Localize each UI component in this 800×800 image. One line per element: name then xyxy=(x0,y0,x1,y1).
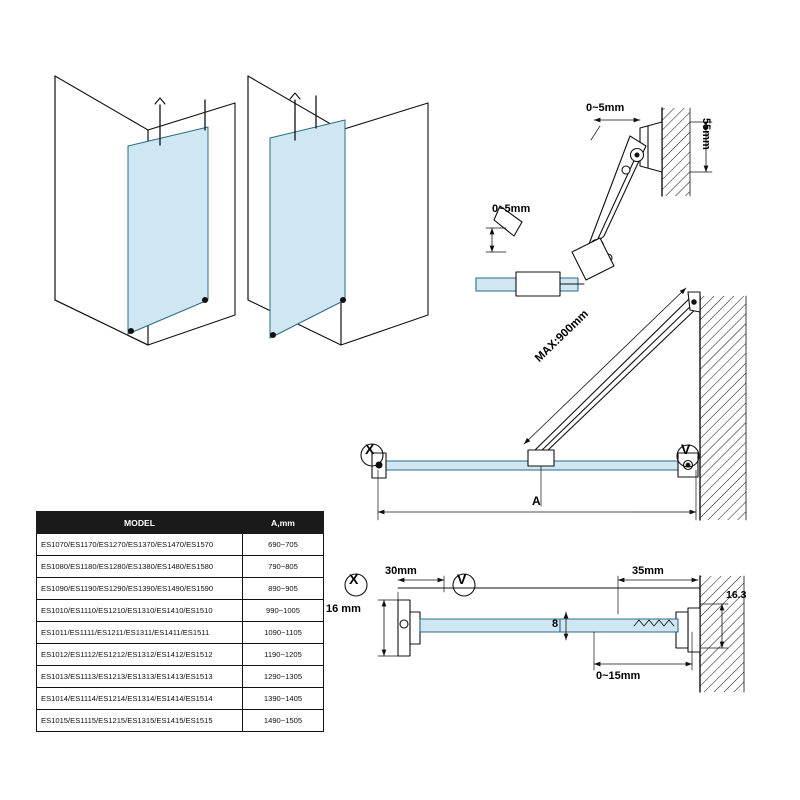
cell-a: 1090~1105 xyxy=(243,622,324,644)
label-detail-v-height: 16.3 xyxy=(726,589,747,601)
cell-model: ES1012/ES1112/ES1212/ES1312/ES1412/ES1512 xyxy=(37,644,243,666)
cell-a: 690~705 xyxy=(243,534,324,556)
bracket-detail xyxy=(476,108,712,296)
table-header-a: A,mm xyxy=(243,512,324,534)
main-elevation-view xyxy=(361,288,746,520)
cell-model: ES1011/ES1111/ES1211/ES1311/ES1411/ES1511 xyxy=(37,622,243,644)
cell-a: 1490~1505 xyxy=(243,710,324,732)
label-marker-x-detail: X xyxy=(349,571,359,587)
cell-a: 890~905 xyxy=(243,578,324,600)
iso-cubicle-left xyxy=(55,58,235,345)
cell-model: ES1080/ES1180/ES1280/ES1380/ES1480/ES1580 xyxy=(37,556,243,578)
label-dim-a: A xyxy=(532,494,541,508)
cell-a: 990~1005 xyxy=(243,600,324,622)
label-marker-v-detail: V xyxy=(457,571,467,587)
cell-a: 790~805 xyxy=(243,556,324,578)
table-row xyxy=(37,622,324,644)
cell-model: ES1013/ES1113/ES1213/ES1313/ES1413/ES1513 xyxy=(37,666,243,688)
table-row xyxy=(37,578,324,600)
cell-a: 1190~1205 xyxy=(243,644,324,666)
label-bracket-gap-left: 0~5mm xyxy=(492,203,531,215)
label-bracket-gap-top: 0~5mm xyxy=(586,102,625,114)
table-row xyxy=(37,556,324,578)
cell-model: ES1070/ES1170/ES1270/ES1370/ES1470/ES1570 xyxy=(37,534,243,556)
model-dimension-table xyxy=(36,511,324,732)
detail-x-section xyxy=(345,574,560,656)
table-header-model: MODEL xyxy=(37,512,243,534)
table-body xyxy=(37,534,324,732)
label-detail-v-width: 35mm xyxy=(632,565,664,577)
label-bar-max: MAX:900mm xyxy=(533,308,591,365)
table-row xyxy=(37,534,324,556)
table-row xyxy=(37,666,324,688)
cell-model: ES1010/ES1110/ES1210/ES1310/ES1410/ES1510 xyxy=(37,600,243,622)
iso-cubicle-right xyxy=(248,76,428,345)
label-marker-x-main: X xyxy=(365,441,375,457)
label-detail-v-adjust: 0~15mm xyxy=(596,670,641,682)
label-marker-v-main: V xyxy=(681,441,691,457)
table-header-row xyxy=(37,512,324,534)
cell-model: ES1090/ES1190/ES1290/ES1390/ES1490/ES1590 xyxy=(37,578,243,600)
label-detail-x-height: 16 mm xyxy=(326,603,361,615)
label-detail-v-glass: 8 xyxy=(552,618,559,630)
table-row xyxy=(37,710,324,732)
cell-model: ES1015/ES1115/ES1215/ES1315/ES1415/ES1515 xyxy=(37,710,243,732)
cell-a: 1290~1305 xyxy=(243,666,324,688)
table-row xyxy=(37,644,324,666)
table-row xyxy=(37,600,324,622)
table-row xyxy=(37,688,324,710)
label-bracket-wall-height: 55mm xyxy=(700,118,712,150)
cell-model: ES1014/ES1114/ES1214/ES1314/ES1414/ES1514 xyxy=(37,688,243,710)
label-detail-x-width: 30mm xyxy=(385,565,417,577)
cell-a: 1390~1405 xyxy=(243,688,324,710)
